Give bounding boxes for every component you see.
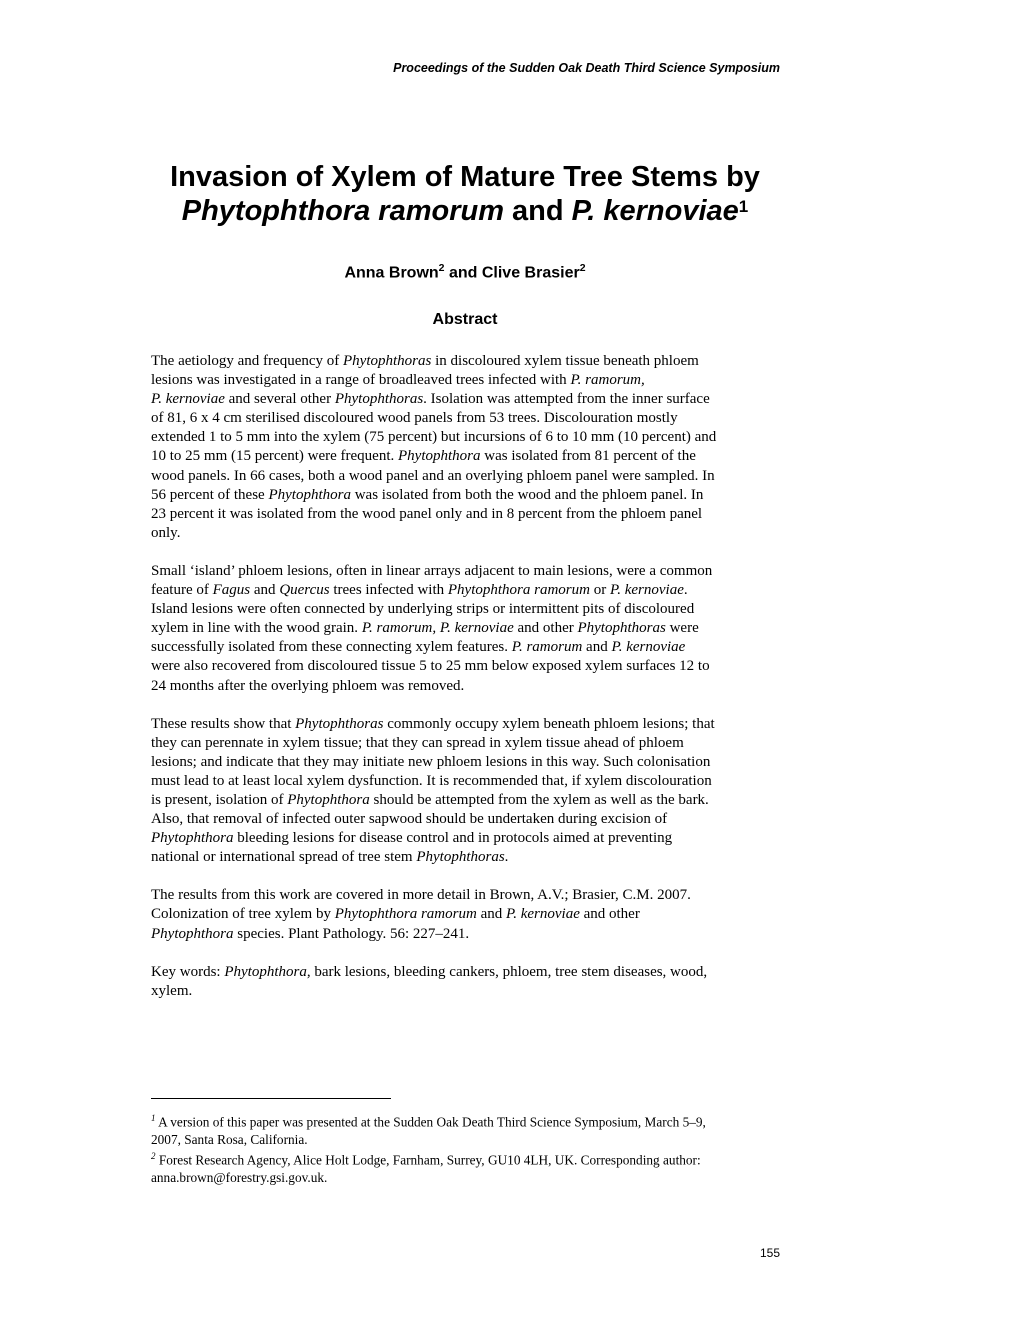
text-segment: 56 percent of these — [151, 486, 269, 503]
text-segment: is present, isolation of — [151, 791, 288, 808]
text-line — [151, 371, 783, 390]
footnote-2 — [151, 1148, 783, 1169]
italic-term: Fagus — [212, 582, 251, 599]
text-segment: lesions; and indicate that they may initiate new phloem lesions in this way. Such colonisation — [151, 753, 711, 770]
text-segment: 10 to 25 mm (15 percent) were frequent. — [151, 448, 398, 465]
title-species-1: Phytophthora ramorum — [181, 195, 504, 227]
author-affiliation-marker: 2 — [579, 262, 586, 274]
author-affiliation-marker: 2 — [438, 262, 445, 274]
text-segment: and — [476, 906, 506, 923]
italic-term: Phytophthoras — [295, 715, 384, 732]
text-line — [151, 562, 783, 581]
footnote-text: A version of this paper was presented at the Sudden Oak Death Third Science Symposium, March 5–9, — [155, 1114, 706, 1130]
text-line — [151, 447, 783, 466]
italic-term: Phytophthora — [224, 963, 307, 980]
title-footnote-marker: 1 — [738, 197, 749, 216]
italic-term: P. ramorum, — [570, 372, 645, 389]
footnote-1-cont: 2007, Santa Rosa, California. — [151, 1131, 308, 1147]
text-line — [151, 409, 783, 428]
text-segment: wood panels. In 66 cases, both a wood panel and an overlying phloem panel were sampled. In — [151, 467, 715, 484]
text-segment: must lead to at least local xylem dysfunction. It is recommended that, if xylem discolouration — [151, 772, 712, 789]
text-segment: or — [589, 582, 610, 599]
keywords-paragraph — [151, 963, 783, 1001]
text-line — [151, 810, 783, 829]
italic-term: P. kernoviae — [505, 906, 580, 923]
text-line — [151, 428, 783, 447]
footnote-marker: 1 — [151, 1113, 156, 1123]
text-segment: successfully isolated from these connecting xylem features. — [151, 639, 512, 656]
title-line-1: Invasion of Xylem of Mature Tree Stems by — [170, 161, 760, 193]
text-segment: Also, that removal of infected outer sapwood should be undertaken during excision of — [151, 811, 668, 828]
text-line — [151, 638, 783, 657]
text-line — [151, 886, 783, 905]
abstract-body — [151, 352, 783, 1020]
text-segment: were — [665, 620, 699, 637]
text-segment: These results show that — [151, 715, 296, 732]
text-segment: xylem. — [151, 982, 193, 999]
text-segment: . — [504, 849, 509, 866]
text-line — [151, 600, 783, 619]
text-line — [151, 390, 783, 409]
italic-term: Phytophthora — [151, 925, 234, 942]
title-species-2: P. kernoviae — [571, 195, 739, 227]
text-line — [151, 581, 783, 600]
abstract-paragraph — [151, 562, 783, 696]
text-segment: The results from this work are covered in more detail in Brown, A.V.; Brasier, C.M. 2007. — [151, 887, 691, 904]
text-line — [151, 619, 783, 638]
author-name: Anna Brown — [344, 264, 439, 282]
text-segment: 24 months after the overlying phloem was removed. — [151, 677, 465, 694]
italic-term: Phytophthora — [398, 448, 481, 465]
text-line — [151, 982, 783, 1001]
italic-term: Phytophthora — [151, 830, 234, 847]
text-segment: should be attempted from the xylem as well as the bark. — [369, 791, 709, 808]
text-segment: trees infected with — [329, 582, 448, 599]
text-line — [151, 905, 783, 924]
running-head: Proceedings of the Sudden Oak Death Third Science Symposium — [393, 61, 780, 75]
footnote-marker: 2 — [151, 1151, 156, 1162]
text-segment: extended 1 to 5 mm into the xylem (75 percent) but incursions of 6 to 10 mm (10 percent) and — [151, 429, 717, 446]
author-list — [200, 262, 730, 282]
text-segment: commonly occupy xylem beneath phloem lesions; that — [383, 715, 715, 732]
text-segment: and — [250, 582, 280, 599]
italic-term: P. kernoviae — [611, 639, 686, 656]
text-segment: in discoloured xylem tissue beneath phloem — [431, 353, 699, 369]
text-segment: were also recovered from discoloured tissue 5 to 25 mm below exposed xylem surfaces 12 to — [151, 658, 710, 675]
text-segment: species. Plant Pathology. 56: 227–241. — [233, 925, 470, 942]
author-joiner: and — [444, 264, 482, 282]
text-segment: and several other — [224, 391, 335, 408]
italic-term: P. ramorum — [511, 639, 583, 656]
text-segment: was isolated from both the wood and the phloem panel. In — [350, 486, 704, 503]
text-segment: The aetiology and frequency of — [151, 353, 344, 369]
text-line — [151, 486, 783, 505]
abstract-paragraph — [151, 715, 783, 868]
text-line — [151, 963, 783, 982]
footnote-divider — [151, 1098, 391, 1099]
page-number: 155 — [759, 1246, 780, 1260]
paper-title — [130, 160, 800, 228]
text-line — [151, 657, 783, 676]
text-line — [151, 753, 783, 772]
text-segment: and other — [579, 906, 640, 923]
text-segment: Small ‘island’ phloem lesions, often in linear arrays adjacent to main lesions, were a common — [151, 562, 713, 579]
text-line — [151, 848, 783, 867]
text-segment: . — [683, 582, 688, 599]
text-segment: Key words: — [151, 963, 225, 980]
text-line — [151, 505, 783, 524]
text-line — [151, 715, 783, 734]
citation-paragraph — [151, 886, 783, 943]
text-segment: lesions was investigated in a range of broadleaved trees infected with — [151, 372, 571, 389]
italic-term: Phytophthora — [287, 791, 370, 808]
italic-term: Phytophthoras — [416, 849, 505, 866]
italic-term: Phytophthora ramorum — [334, 906, 477, 923]
text-segment: feature of — [151, 582, 213, 599]
title-joiner: and — [503, 195, 572, 227]
footnote-1 — [151, 1110, 783, 1131]
text-segment: and other — [513, 620, 578, 637]
text-segment: Island lesions were often connected by underlying strips or intermittent pits of discoloured — [151, 601, 695, 618]
text-segment: bleeding lesions for disease control and in protocols aimed at preventing — [233, 830, 673, 847]
italic-term: P. kernoviae — [609, 582, 684, 599]
title-line-2 — [130, 194, 800, 228]
text-line — [151, 524, 783, 543]
text-line — [151, 352, 783, 371]
text-segment: Colonization of tree xylem by — [151, 906, 335, 923]
italic-term: Phytophthoras — [343, 353, 432, 369]
text-line — [151, 734, 783, 753]
text-segment: national or international spread of tree stem — [151, 849, 417, 866]
text-segment: only. — [151, 524, 181, 541]
footnote-2-email: anna.brown@forestry.gsi.gov.uk. — [151, 1170, 328, 1186]
text-segment: of 81, 6 x 4 cm sterilised discoloured wood panels from 53 trees. Discolouration mostly — [151, 410, 678, 427]
text-segment: and — [582, 639, 612, 656]
italic-term: P. kernoviae — [151, 391, 225, 408]
abstract-paragraph — [151, 352, 783, 543]
text-segment: xylem in line with the wood grain. — [151, 620, 362, 637]
text-segment: 23 percent it was isolated from the wood panel only and in 8 percent from the phloem panel — [151, 505, 703, 522]
italic-term: Phytophthora ramorum — [447, 582, 590, 599]
footnotes — [151, 1110, 783, 1187]
text-line — [151, 772, 783, 791]
text-line — [151, 925, 783, 944]
text-line — [151, 467, 783, 486]
abstract-heading: Abstract — [432, 311, 498, 328]
text-segment: they can perennate in xylem tissue; that they can spread in xylem tissue ahead of phloem — [151, 734, 684, 751]
text-line — [151, 677, 783, 696]
footnote-text: Forest Research Agency, Alice Holt Lodge, Farnham, Surrey, GU10 4LH, UK. Corresponding author: — [155, 1152, 701, 1168]
italic-term: Quercus — [279, 582, 330, 599]
italic-term: P. ramorum, P. kernoviae — [361, 620, 514, 637]
text-segment: . Isolation was attempted from the inner surface — [423, 391, 710, 408]
text-line — [151, 829, 783, 848]
author-name: Clive Brasier — [481, 264, 580, 282]
italic-term: Phytophthoras — [577, 620, 666, 637]
italic-term: Phytophthoras — [334, 391, 424, 408]
text-segment: , bark lesions, bleeding cankers, phloem, tree stem diseases, wood, — [306, 963, 708, 980]
italic-term: Phytophthora — [268, 486, 351, 503]
text-segment: was isolated from 81 percent of the — [480, 448, 696, 465]
text-line — [151, 791, 783, 810]
